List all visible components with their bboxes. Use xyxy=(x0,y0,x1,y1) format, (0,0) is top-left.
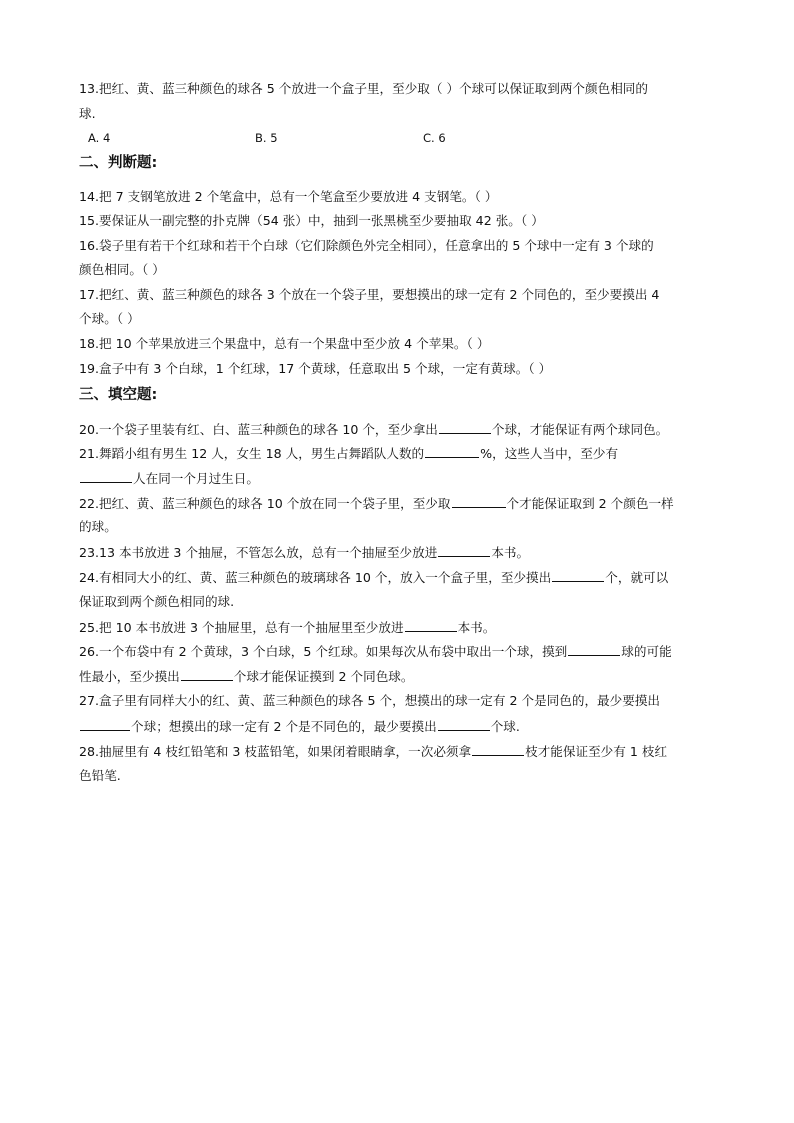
question-27-text-c: 个球. xyxy=(490,719,520,734)
question-27-line-2 xyxy=(79,716,719,736)
question-19: 19.盒子中有 3 个白球，1 个红球，17 个黄球，任意取出 5 个球，一定有黄球。（ ） xyxy=(79,361,552,376)
answer-blank[interactable] xyxy=(80,468,132,483)
question-28-line-2: 色铅笔. xyxy=(79,768,121,783)
answer-blank[interactable] xyxy=(80,716,130,731)
question-26-line-2 xyxy=(79,666,719,686)
answer-blank[interactable] xyxy=(181,666,233,681)
answer-blank[interactable] xyxy=(552,567,604,582)
answer-blank[interactable] xyxy=(438,542,490,557)
question-18: 18.把 10 个苹果放进三个果盘中，总有一个果盘中至少放 4 个苹果。（ ） xyxy=(79,336,490,351)
question-15: 15.要保证从一副完整的扑克牌（54 张）中，抽到一张黑桃至少要抽取 42 张。（ ） xyxy=(79,213,544,228)
question-24-line-2: 保证取到两个颜色相同的球. xyxy=(79,594,235,609)
answer-blank[interactable] xyxy=(452,493,506,508)
question-26-text-d: 个球才能保证摸到 2 个同色球。 xyxy=(233,669,414,684)
question-22-line-2: 的球。 xyxy=(79,519,117,534)
option-a: A. 4 xyxy=(88,131,111,145)
section-2-heading: 二、判断题: xyxy=(79,155,158,171)
question-24-text-a: 24.有相同大小的红、黄、蓝三种颜色的玻璃球各 10 个，放入一个盒子里，至少摸出 xyxy=(79,570,552,585)
question-26-text-a: 26.一个布袋中有 2 个黄球，3 个白球，5 个红球。如果每次从布袋中取出一个球，摸到 xyxy=(79,644,568,659)
question-22-line-1 xyxy=(79,493,719,513)
answer-blank[interactable] xyxy=(405,617,457,632)
question-28-text-a: 28.抽屉里有 4 枝红铅笔和 3 枝蓝铅笔，如果闭着眼睛拿，一次必须拿 xyxy=(79,744,472,759)
question-21-text-a: 21.舞蹈小组有男生 12 人，女生 18 人，男生占舞蹈队人数的 xyxy=(79,446,425,461)
answer-blank[interactable] xyxy=(438,716,490,731)
question-24-text-b: 个，就可以 xyxy=(605,570,669,585)
question-13-line-1: 13.把红、黄、蓝三种颜色的球各 5 个放进一个盒子里，至少取（ ）个球可以保证取到两个颜色相同的 xyxy=(79,81,648,96)
question-21-line-2 xyxy=(79,468,719,488)
question-14: 14.把 7 支钢笔放进 2 个笔盒中，总有一个笔盒至少要放进 4 支钢笔。（ ） xyxy=(79,189,498,204)
question-17-line-1: 17.把红、黄、蓝三种颜色的球各 3 个放在一个袋子里，要想摸出的球一定有 2 个同色的，至少要摸出 4 xyxy=(79,287,660,302)
question-21-text-b: %，这些人当中，至少有 xyxy=(480,446,619,461)
question-16-line-2: 颜色相同。（ ） xyxy=(79,262,165,277)
question-13-line-2: 球. xyxy=(79,106,96,121)
answer-blank[interactable] xyxy=(425,443,479,458)
question-20 xyxy=(79,419,719,439)
question-23-text-a: 23.13 本书放进 3 个抽屉，不管怎么放，总有一个抽屉至少放进 xyxy=(79,545,438,560)
question-22-text-b: 个才能保证取到 2 个颜色一样 xyxy=(506,496,674,511)
question-26-line-1 xyxy=(79,641,719,661)
answer-blank[interactable] xyxy=(439,419,491,434)
option-c: C. 6 xyxy=(423,131,446,145)
question-21-line-1 xyxy=(79,443,719,463)
option-b: B. 5 xyxy=(255,131,278,145)
question-25-text-b: 本书。 xyxy=(457,620,496,635)
question-27-line-1: 27.盒子里有同样大小的红、黄、蓝三种颜色的球各 5 个，想摸出的球一定有 2 个是同色的，最少要摸出 xyxy=(79,693,661,708)
question-28-line-1 xyxy=(79,741,719,761)
question-26-text-c: 性最小，至少摸出 xyxy=(79,669,180,684)
question-17-line-2: 个球。（ ） xyxy=(79,311,140,326)
question-23-text-b: 本书。 xyxy=(491,545,530,560)
answer-blank[interactable] xyxy=(568,641,620,656)
question-22-text-a: 22.把红、黄、蓝三种颜色的球各 10 个放在同一个袋子里，至少取 xyxy=(79,496,451,511)
question-25-text-a: 25.把 10 本书放进 3 个抽屉里，总有一个抽屉里至少放进 xyxy=(79,620,404,635)
question-24-line-1 xyxy=(79,567,719,587)
section-3-heading: 三、填空题: xyxy=(79,387,158,403)
question-16-line-1: 16.袋子里有若干个红球和若干个白球（它们除颜色外完全相同），任意拿出的 5 个球中一定有 3 个球的 xyxy=(79,238,654,253)
question-23 xyxy=(79,542,719,562)
question-26-text-b: 球的可能 xyxy=(621,644,672,659)
question-27-text-b: 个球；想摸出的球一定有 2 个是不同色的，最少要摸出 xyxy=(131,719,437,734)
question-21-text-c: 人在同一个月过生日。 xyxy=(133,471,259,486)
question-28-text-b: 枝才能保证至少有 1 枝红 xyxy=(525,744,668,759)
question-25 xyxy=(79,617,719,637)
question-20-text-a: 20.一个袋子里装有红、白、蓝三种颜色的球各 10 个，至少拿出 xyxy=(79,422,438,437)
answer-blank[interactable] xyxy=(472,741,524,756)
question-20-text-b: 个球，才能保证有两个球同色。 xyxy=(491,422,669,437)
